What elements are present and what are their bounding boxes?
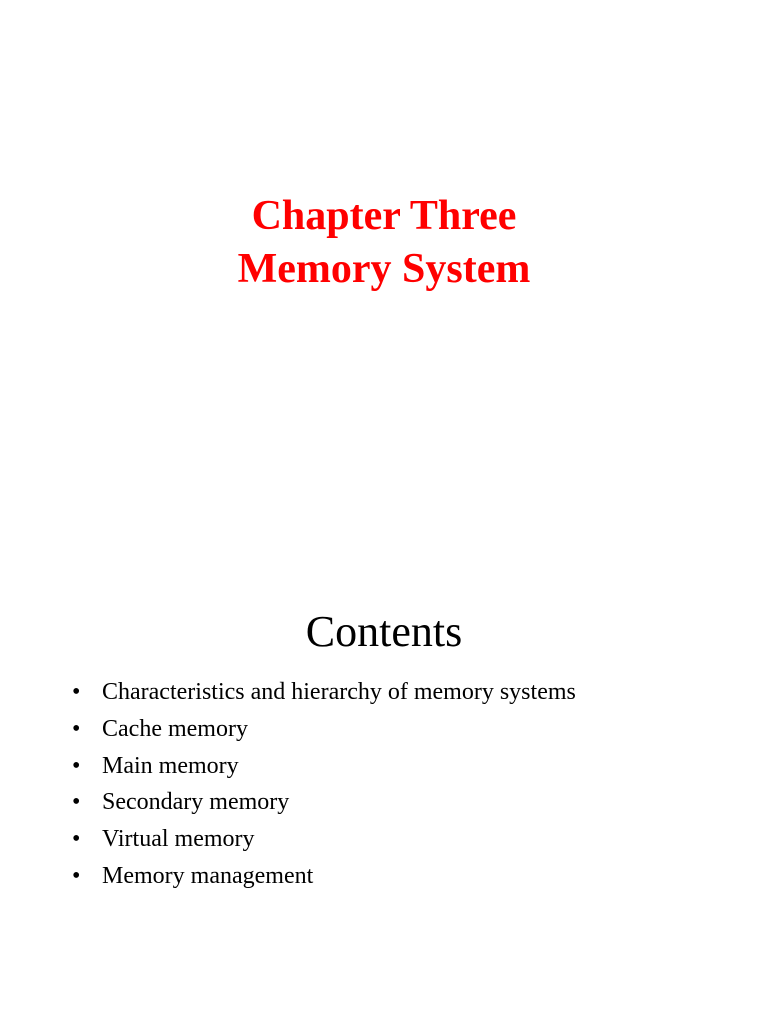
bullet-icon: •	[72, 862, 81, 889]
list-item-text: Characteristics and hierarchy of memory systems	[102, 679, 576, 705]
chapter-subtitle-line: Memory System	[237, 246, 531, 292]
list-item-text: Virtual memory	[102, 826, 255, 853]
list-item-text: Main memory	[102, 752, 239, 779]
list-item-text: Memory management	[102, 862, 314, 889]
chapter-title-line: Chapter Three	[251, 193, 517, 239]
list-item-text: Cache memory	[102, 715, 248, 742]
bullet-icon: •	[72, 826, 81, 853]
bullet-icon: •	[72, 752, 81, 779]
contents-heading: Contents	[305, 607, 463, 656]
bullet-icon: •	[72, 789, 81, 816]
bullet-icon: •	[72, 715, 81, 742]
list-item-text: Secondary memory	[102, 789, 290, 816]
bullet-icon: •	[72, 679, 81, 705]
chapter-title	[0, 190, 768, 296]
